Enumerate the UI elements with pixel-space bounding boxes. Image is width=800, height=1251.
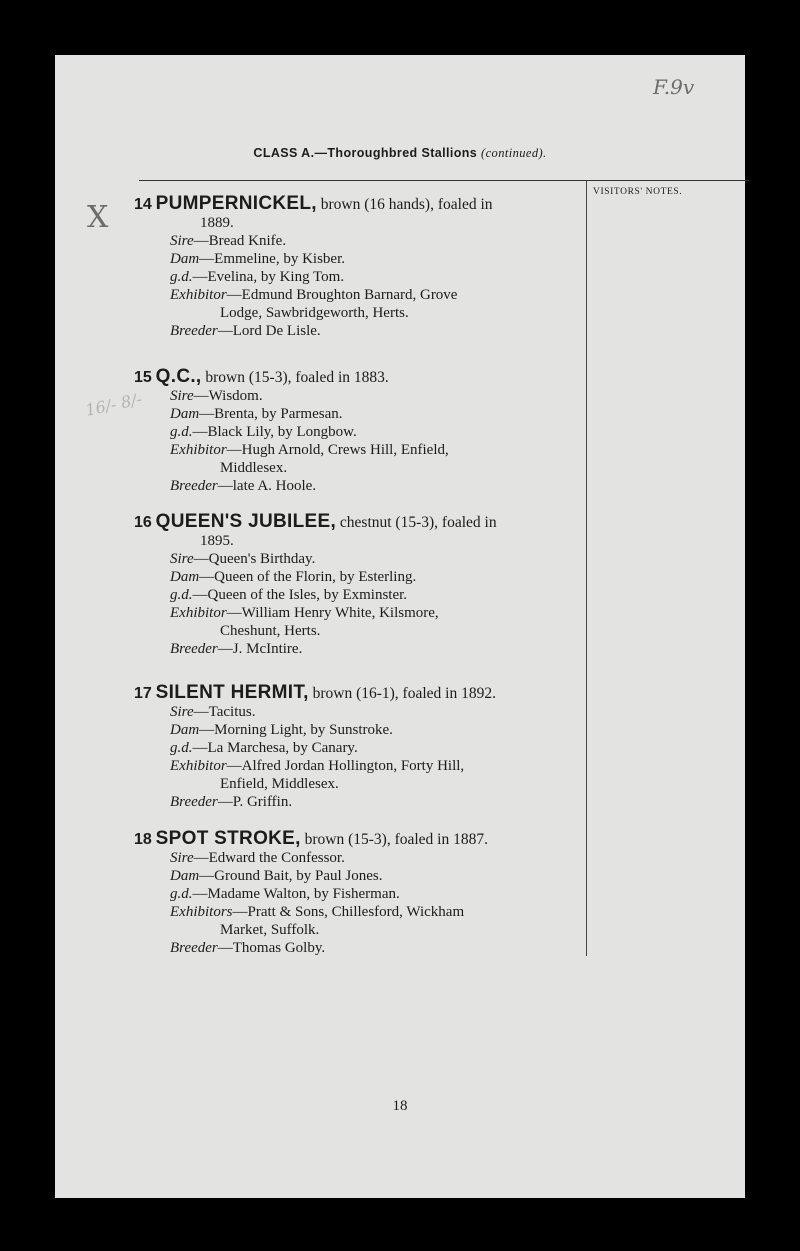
- sire-label: Sire: [170, 704, 194, 720]
- horse-name: SPOT STROKE,: [155, 828, 301, 849]
- entry-15: [134, 368, 584, 495]
- grand-dam-value: —Madame Walton, by Fisherman.: [192, 886, 400, 902]
- entry-14: [134, 195, 584, 340]
- sire-value: —Tacitus.: [193, 704, 256, 720]
- breeder-value: —late A. Hoole.: [217, 478, 317, 494]
- exhibitor-label: Exhibitor: [170, 605, 227, 621]
- sire-label: Sire: [170, 551, 194, 567]
- exhibitor-continued: Lodge, Sawbridgeworth, Herts.: [220, 305, 409, 321]
- header-continued: (continued).: [481, 146, 547, 160]
- horse-name: Q.C.,: [155, 366, 202, 387]
- exhibitor-label: Exhibitor: [170, 442, 227, 458]
- exhibitor-value: —Edmund Broughton Barnard, Grove: [226, 287, 458, 303]
- sire-value: —Bread Knife.: [193, 233, 287, 249]
- grand-dam-value: —Black Lily, by Longbow.: [192, 424, 357, 440]
- sire-label: Sire: [170, 233, 194, 249]
- horse-description: brown (15-3), foaled in 1883.: [205, 369, 389, 386]
- entry-number: 14: [134, 196, 152, 213]
- entry-number: 16: [134, 514, 152, 531]
- entry-18: [134, 830, 584, 957]
- dam-label: Dam: [170, 569, 200, 585]
- horse-description-continued: 1895.: [200, 533, 234, 549]
- breeder-label: Breeder: [170, 323, 218, 339]
- dam-value: —Queen of the Florin, by Esterling.: [199, 569, 417, 585]
- pencil-folio-note: F.9v: [653, 75, 695, 99]
- dam-value: —Ground Bait, by Paul Jones.: [199, 868, 383, 884]
- exhibitor-label: Exhibitor: [170, 287, 227, 303]
- breeder-value: —J. McIntire.: [217, 641, 303, 657]
- horse-description: brown (15-3), foaled in 1887.: [304, 831, 488, 848]
- sire-value: —Queen's Birthday.: [193, 551, 316, 567]
- horse-description: chestnut (15-3), foaled in: [339, 514, 497, 531]
- dam-value: —Emmeline, by Kisber.: [199, 251, 345, 267]
- grand-dam-label: g.d.: [170, 587, 193, 603]
- horse-name: PUMPERNICKEL,: [155, 193, 317, 214]
- header-title: CLASS A.—Thoroughbred Stallions: [253, 146, 478, 160]
- visitors-notes-heading: VISITORS' NOTES.: [593, 187, 683, 197]
- sire-value: —Edward the Confessor.: [193, 850, 345, 866]
- exhibitor-continued: Cheshunt, Herts.: [220, 623, 321, 639]
- grand-dam-value: —La Marchesa, by Canary.: [192, 740, 358, 756]
- dam-label: Dam: [170, 868, 200, 884]
- breeder-value: —P. Griffin.: [217, 794, 293, 810]
- dam-label: Dam: [170, 722, 200, 738]
- grand-dam-value: —Evelina, by King Tom.: [192, 269, 345, 285]
- grand-dam-label: g.d.: [170, 740, 193, 756]
- breeder-label: Breeder: [170, 940, 218, 956]
- dam-label: Dam: [170, 406, 200, 422]
- horse-name: SILENT HERMIT,: [155, 682, 309, 703]
- exhibitor-continued: Market, Suffolk.: [220, 922, 320, 938]
- exhibitor-continued: Enfield, Middlesex.: [220, 776, 339, 792]
- exhibitor-label: Exhibitors: [170, 904, 233, 920]
- page-header: [55, 146, 745, 161]
- exhibitor-value: —Pratt & Sons, Chillesford, Wickham: [232, 904, 465, 920]
- breeder-value: —Thomas Golby.: [217, 940, 326, 956]
- entry-number: 18: [134, 831, 152, 848]
- horse-name: QUEEN'S JUBILEE,: [155, 511, 337, 532]
- dam-label: Dam: [170, 251, 200, 267]
- exhibitor-value: —Hugh Arnold, Crews Hill, Enfield,: [226, 442, 449, 458]
- exhibitor-value: —Alfred Jordan Hollington, Forty Hill,: [226, 758, 465, 774]
- horse-description-continued: 1889.: [200, 215, 234, 231]
- breeder-label: Breeder: [170, 478, 218, 494]
- breeder-label: Breeder: [170, 641, 218, 657]
- exhibitor-continued: Middlesex.: [220, 460, 288, 476]
- exhibitor-label: Exhibitor: [170, 758, 227, 774]
- horse-description: brown (16 hands), foaled in: [320, 196, 493, 213]
- horse-description: brown (16-1), foaled in 1892.: [312, 685, 496, 702]
- grand-dam-label: g.d.: [170, 269, 193, 285]
- exhibitor-value: —William Henry White, Kilsmore,: [226, 605, 439, 621]
- grand-dam-label: g.d.: [170, 886, 193, 902]
- header-rule: [139, 180, 749, 181]
- sire-label: Sire: [170, 850, 194, 866]
- breeder-value: —Lord De Lisle.: [217, 323, 321, 339]
- entry-17: [134, 684, 584, 811]
- dam-value: —Morning Light, by Sunstroke.: [199, 722, 393, 738]
- grand-dam-value: —Queen of the Isles, by Exminster.: [192, 587, 408, 603]
- catalogue-page: [55, 55, 745, 1198]
- pencil-cross-mark: X: [87, 200, 109, 235]
- dam-value: —Brenta, by Parmesan.: [199, 406, 343, 422]
- notes-column-divider: [586, 180, 587, 956]
- faded-margin-scribble: 16/- 8/-: [83, 389, 144, 420]
- entry-number: 17: [134, 685, 152, 702]
- page-number: 18: [392, 1098, 408, 1114]
- grand-dam-label: g.d.: [170, 424, 193, 440]
- sire-label: Sire: [170, 388, 194, 404]
- sire-value: —Wisdom.: [193, 388, 263, 404]
- entry-16: [134, 513, 584, 658]
- breeder-label: Breeder: [170, 794, 218, 810]
- entry-number: 15: [134, 369, 152, 386]
